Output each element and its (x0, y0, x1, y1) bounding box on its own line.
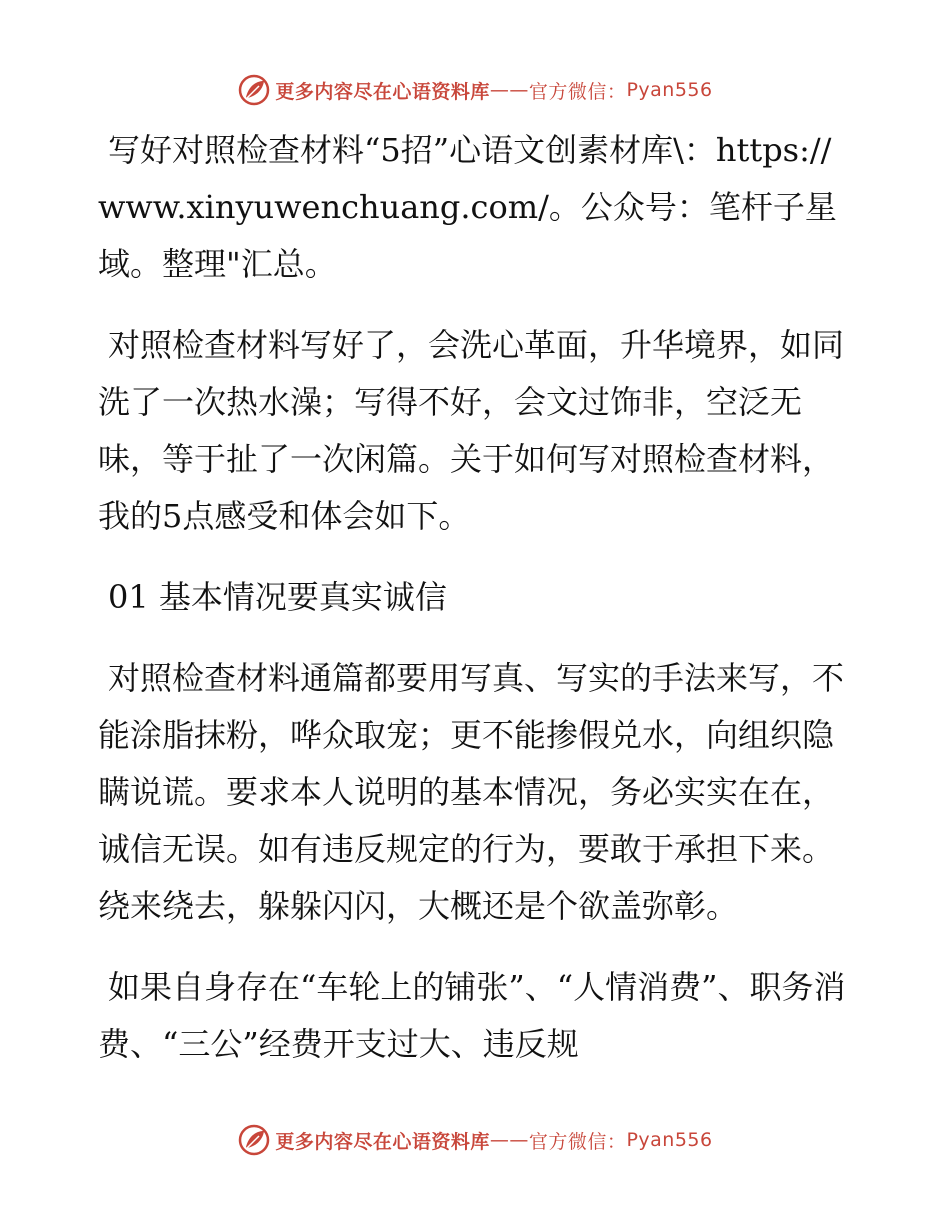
document-body (98, 122, 858, 1097)
paragraph-intro: 写好对照检查材料“5招”心语文创素材库\：https://www.xinyuwenchuang.com/。公众号：笔杆子星域。整理"汇总。 (98, 131, 837, 283)
banner-dash: —— (489, 79, 529, 101)
paragraph-section-01-continued: 如果自身存在“车轮上的铺张”、“人情消费”、职务消费、“三公”经费开支过大、违反规 (98, 968, 846, 1063)
banner-dash: —— (489, 1129, 529, 1151)
paragraph-section-01-body: 对照检查材料通篇都要用写真、写实的手法来写，不能涂脂抹粉，哗众取宠；更不能掺假兑水，向组织隐瞒说谎。要求本人说明的基本情况，务必实实在在，诚信无误。如有违反规定的行为，要敢于承担下来。绕来绕去，躲躲闪闪，大概还是个欲盖弥彰。 (98, 659, 845, 925)
banner-wechat-id: Pyan556 (626, 79, 713, 101)
leaf-logo-icon (237, 73, 271, 107)
banner-site-text: 更多内容尽在心语资料库 (275, 1130, 490, 1153)
header-watermark-banner (0, 70, 950, 110)
paragraph-overview: 对照检查材料写好了，会洗心革面，升华境界，如同洗了一次热水澡；写得不好，会文过饰非，空泛无味，等于扯了一次闲篇。关于如何写对照检查材料，我的5点感受和体会如下。 (98, 326, 845, 535)
banner-wechat-label: 官方微信： (528, 80, 627, 103)
footer-watermark-banner (0, 1120, 950, 1160)
banner-wechat-id: Pyan556 (626, 1129, 713, 1151)
leaf-logo-icon (237, 1123, 271, 1157)
banner-wechat-label: 官方微信： (528, 1130, 627, 1153)
banner-site-text: 更多内容尽在心语资料库 (275, 80, 490, 103)
section-heading-01: 01 基本情况要真实诚信 (108, 578, 447, 616)
